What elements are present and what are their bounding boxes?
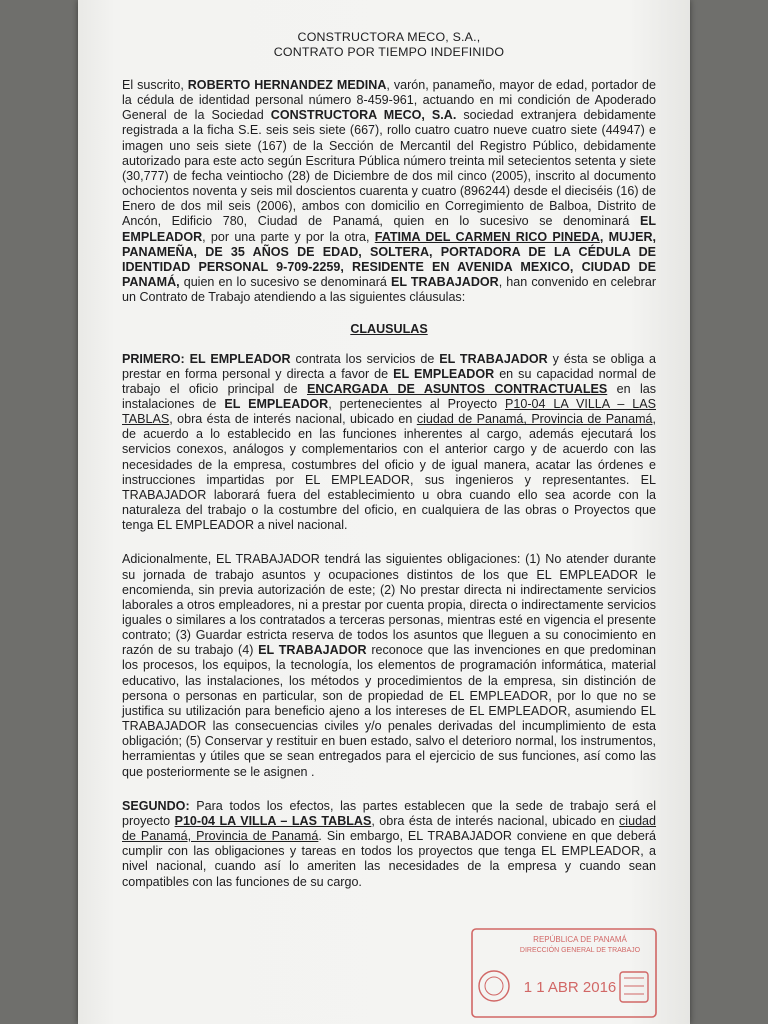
clause-segundo-label: SEGUNDO: [122,798,190,813]
clause-segundo [122,799,656,890]
document-body [122,30,656,890]
clause-primero [122,352,656,534]
section-title: CLAUSULAS [350,322,428,337]
primero-bold-4: EL EMPLEADOR [224,396,329,411]
worker-name: FATIMA DEL CARMEN RICO PINEDA [374,229,600,244]
contract-type: CONTRATO POR TIEMPO INDEFINIDO [273,45,505,59]
obligations-text-2: reconoce que las invenciones en que predominan los procesos, los equipos, la tecnología, los elementos de programación informática, material educativo, las instalaciones, los métodos y procedimientos de la empresa, sin distinción de persona o personas en particular, son de propiedad de EL EMPLEADOR, por lo que no se justifica su utilización para beneficio ajeno a los intereses de EL EMPLEADOR, asumiendo EL TRABAJADOR las consecuencias civiles y/o penales derivadas del incumplimiento de esta obligación; (5) Conservar y restituir en buen estado, salvo el deterioro normal, los instrumentos, herramientas y útiles que se sean entregados para el ejercicio de sus funciones, así como las que posteriormente se le asignen . [122,643,657,779]
official-stamp [470,926,660,1020]
stamp-graphic [470,926,660,1020]
project-name: P10-04 LA VILLA – LAS TABLAS [122,396,656,427]
worker-details: , MUJER, PANAMEÑA, DE 35 AÑOS DE EDAD, SOLTERA, PORTADORA DE LA CÉDULA DE IDENTIDAD PERSONAL 9-709-2259, RESIDENTE EN AVENIDA MEXICO, CIUDAD DE PANAMÁ, [122,229,656,290]
segundo-text-2: , obra ésta de interés nacional, ubicado en [371,813,620,828]
contract-page [78,0,690,1024]
segundo-location: ciudad de Panamá, Provincia de Panamá [122,813,657,844]
stamp-line-1: REPÚBLICA DE PANAMÁ [533,935,627,944]
primero-bold-3: EL EMPLEADOR [393,366,495,381]
coat-of-arms-icon [620,972,648,1002]
primero-text-5: , pertenecientes al Proyecto [328,396,506,411]
seal-inner-icon [485,977,503,995]
representative-name: ROBERTO HERNANDEZ MEDINA [187,78,387,92]
primero-bold-2: EL TRABAJADOR [439,351,548,366]
primero-text-4: en las instalaciones de [122,381,657,411]
company-name: CONSTRUCTORA MECO, S.A., [297,30,481,44]
coat-of-arms-detail-icon [624,978,644,994]
segundo-project-name: P10-04 LA VILLA – LAS TABLAS [174,813,372,828]
intro-text-4: , por una parte y por la otra, [202,229,375,244]
intro-text-6: , han convenido en celebrar un Contrato de Trabajo atendiendo a las siguientes cláusulas: [122,275,656,305]
stamp-line-2: DIRECCIÓN GENERAL DE TRABAJO [519,947,641,954]
obligations-text-1: Adicionalmente, EL TRABAJADOR tendrá las siguientes obligaciones: (1) No atender durante su jornada de trabajo asuntos y ocupaciones distintos de los que EL EMPLEADOR le encomienda, sin previa autorización de este; (2) No prestar directa ni indirectamente servicios laborales a otros empleadores, ni a prestar por cuenta propia, directa o indirectamente servicios iguales o similares a los contratados a terceras personas, mientras esté en vigencia el presente contrato; (3) Guardar estricta reserva de todos los asuntos que lleguen a su conocimiento en razón de su trabajo (4) [122,552,656,658]
job-title: ENCARGADA DE ASUNTOS CONTRACTUALES [307,381,608,396]
additional-obligations [122,552,656,779]
clause-primero-label: PRIMERO: EL EMPLEADOR [122,351,291,366]
obligations-bold-1: EL TRABAJADOR [258,643,367,658]
primero-text-1: contrata los servicios de [290,351,440,366]
company-ref: CONSTRUCTORA MECO, S.A. [270,108,457,123]
primero-text-7: , de acuerdo a lo establecido en las funciones inherentes al cargo, además ejecutará los servicios conexos, análogos y complementarios con el anterior cargo y de acuerdo con las necesidades de la empresa, costumbres del oficio y de igual manera, acatar las órdenes e instrucciones impartidas por EL EMPLEADOR, sus ingenieros y representantes. EL TRABAJADOR laborará fuera del establecimiento u obra cuando ello sea acorde con la naturaleza del trabajo o la costumbre del oficio, en cualquiera de las obras o Proyectos que tenga EL EMPLEADOR a nivel nacional. [122,412,656,533]
employer-term: EL EMPLEADOR [122,214,656,244]
intro-paragraph [122,78,656,305]
worker-term: EL TRABAJADOR [391,275,499,290]
seal-circle-icon [479,971,509,1001]
segundo-text-1: Para todos los efectos, las partes establecen que la sede de trabajo será el proyecto [122,798,656,828]
project-location: ciudad de Panamá, Provincia de Panamá [416,412,653,427]
document-header [122,30,656,60]
stamp-date: 1 1 ABR 2016 [523,979,617,996]
intro-text-3: sociedad extranjera debidamente registrada a la ficha S.E. seis seis siete (667), rollo cuatro cuatro nueve cuatro siete (44947) e imagen uno seis siete (167) de la Sección de Mercantil del Registro Público, debidamente autorizado para este acto según Escritura Pública número treinta mil setecientos setenta y siete (30,777) de fecha veintiocho (28) de Diciembre de dos mil cinco (2005), inscrito al documento ochocientos noventa y seis mil doscientos cuarenta y cuatro (896244) desde el dieciséis (16) de Enero de dos mil seis (2006), ambos con domicilio en Corregimiento de Balboa, Distrito de Ancón, Edificio 780, Ciudad de Panamá, quien en lo sucesivo se denominará [122,108,656,229]
primero-text-6: , obra ésta de interés nacional, ubicado en [169,412,417,427]
primero-text-2: y ésta se obliga a prestar en forma personal y directa a favor de [122,351,656,381]
primero-text-3: en su capacidad normal de trabajo el oficio principal de [122,366,656,396]
intro-text-1: El suscrito, [122,78,188,92]
intro-text-5: quien en lo sucesivo se denominará [179,275,391,290]
segundo-text-3: . Sin embargo, EL TRABAJADOR conviene en que deberá cumplir con las obligaciones y tareas en todos los proyectos que tenga EL EMPLEADOR, a nivel nacional, cuando así lo ameriten las necesidades de la empresa y cuando sean compatibles con las funciones de su cargo. [122,829,656,889]
intro-text-2: , varón, panameño, mayor de edad, portador de la cédula de identidad personal número 8-459-961, actuando en mi condición de Apoderado General de la Sociedad [122,78,656,123]
